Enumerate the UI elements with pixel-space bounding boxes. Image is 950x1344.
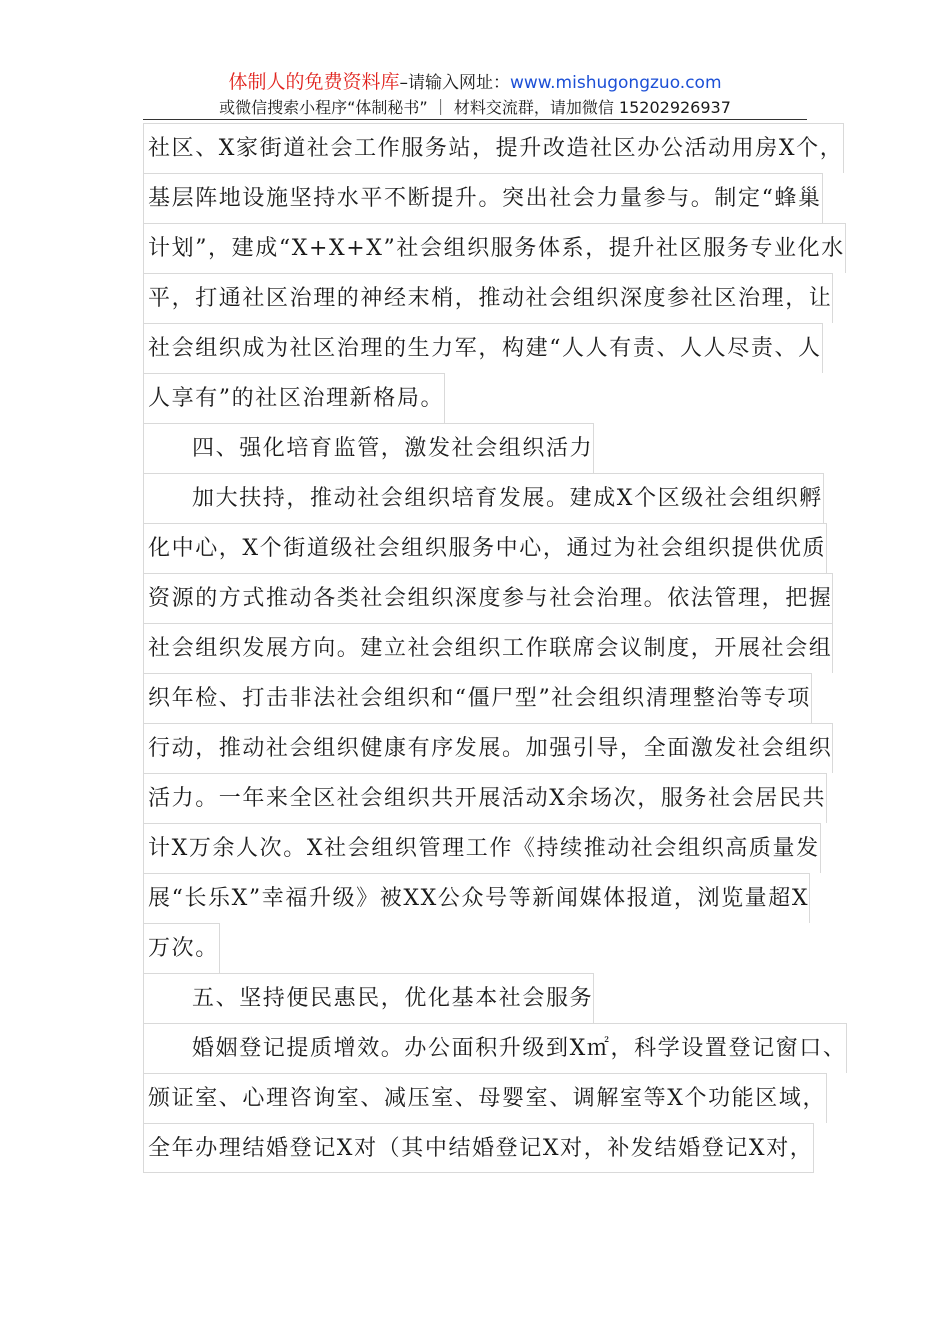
text-line-content: 基层阵地设施坚持水平不断提升。突出社会力量参与。制定“蜂巢 (143, 173, 823, 223)
document-body (143, 123, 847, 1173)
text-line (143, 823, 820, 873)
text-line (143, 273, 833, 323)
text-line-content: 万次。 (143, 923, 220, 973)
text-line-content: 资源的方式推动各类社会组织深度参与社会治理。依法管理，把握 (143, 573, 833, 623)
header-brand: 体制人的免费资料库 (228, 71, 400, 93)
text-line-content: 织年检、打击非法社会组织和“僵尸型”社会组织清理整治等专项 (143, 673, 812, 723)
header-line-2: 或微信搜索小程序“体制秘书” ｜ 材料交流群，请加微信 15202926937 (219, 98, 731, 117)
text-line (143, 1023, 847, 1073)
text-line (143, 123, 844, 173)
section-heading-text: 四、强化培育监管，激发社会组织活力 (143, 423, 594, 473)
text-line-content: 行动，推动社会组织健康有序发展。加强引导，全面激发社会组织 (143, 723, 833, 773)
text-line (143, 173, 822, 223)
header-url-link[interactable]: www.mishugongzuo.com (510, 73, 722, 93)
text-line (143, 773, 827, 823)
text-line-content: 计X万余人次。X社会组织管理工作《持续推动社会组织高质量发 (143, 823, 821, 873)
text-line (143, 523, 827, 573)
text-line (143, 1073, 827, 1123)
text-line-content: 社会组织成为社区治理的生力军，构建“人人有责、人人尽责、人 (143, 323, 823, 373)
text-line (143, 873, 810, 923)
text-line (143, 673, 811, 723)
text-line-content: 化中心，X个街道级社会组织服务中心，通过为社会组织提供优质 (143, 523, 827, 573)
text-line-content: 活力。一年来全区社会组织共开展活动X余场次，服务社会居民共 (143, 773, 827, 823)
section-heading (143, 973, 807, 1023)
text-line (143, 623, 833, 673)
section-heading (143, 423, 807, 473)
text-line-content: 平，打通社区治理的神经末梢，推动社会组织深度参社区治理，让 (143, 273, 833, 323)
text-line-content: 计划”，建成“X+X+X”社会组织服务体系，提升社区服务专业化水 (143, 223, 846, 273)
header-line-1 (0, 70, 950, 95)
header-divider (143, 119, 807, 120)
text-line-content: 社会组织发展方向。建立社会组织工作联席会议制度，开展社会组 (143, 623, 833, 673)
text-line-content: 婚姻登记提质增效。办公面积升级到X㎡，科学设置登记窗口、 (143, 1023, 847, 1073)
text-line (143, 923, 807, 973)
text-line (143, 473, 823, 523)
section-heading-text: 五、坚持便民惠民，优化基本社会服务 (143, 973, 594, 1023)
text-line-content: 加大扶持，推动社会组织培育发展。建成X个区级社会组织孵 (143, 473, 824, 523)
page-header (0, 70, 950, 119)
text-line (143, 323, 822, 373)
text-line-content: 展“长乐X”幸福升级》被XX公众号等新闻媒体报道，浏览量超X (143, 873, 810, 923)
text-line (143, 1123, 814, 1173)
text-line-content: 社区、X家街道社会工作服务站，提升改造社区办公活动用房X个， (143, 123, 844, 173)
text-line-content: 人享有”的社区治理新格局。 (143, 373, 445, 423)
text-line (143, 373, 807, 423)
header-prompt: –请输入网址： (399, 73, 510, 93)
text-line (143, 223, 845, 273)
text-line-content: 全年办理结婚登记X对（其中结婚登记X对，补发结婚登记X对， (143, 1123, 814, 1173)
text-line (143, 573, 833, 623)
text-line (143, 723, 833, 773)
text-line-content: 颁证室、心理咨询室、减压室、母婴室、调解室等X个功能区域， (143, 1073, 827, 1123)
